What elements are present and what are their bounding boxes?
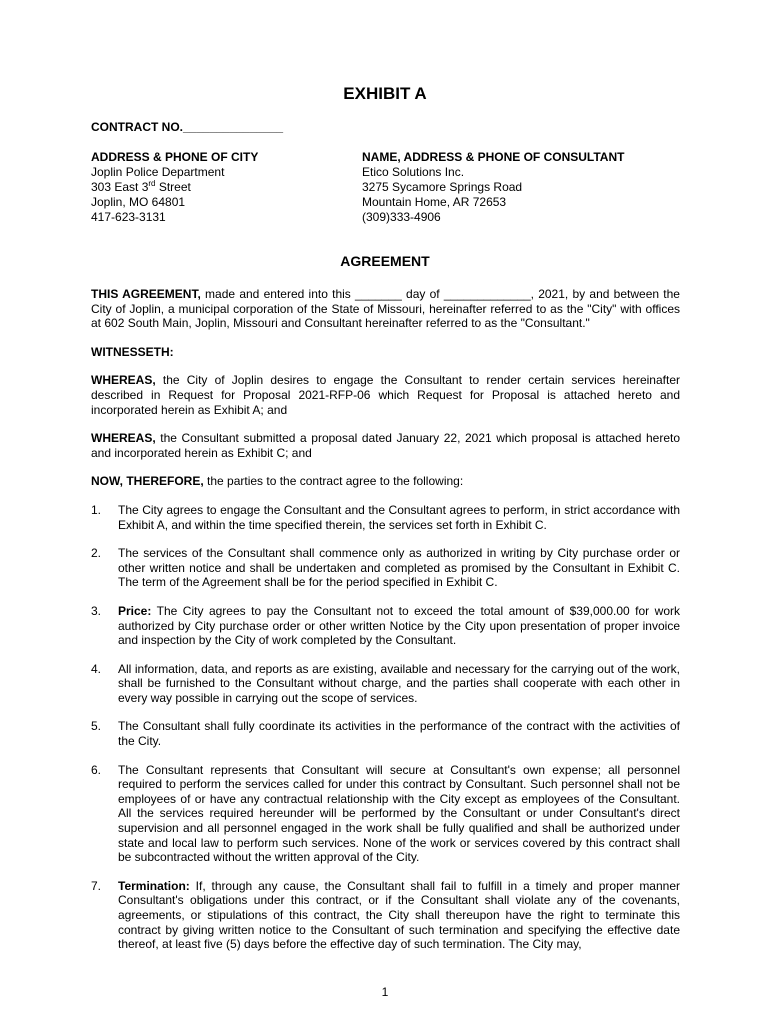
- city-heading: ADDRESS & PHONE OF CITY: [91, 150, 259, 164]
- consultant-name: Etico Solutions Inc.: [362, 165, 465, 179]
- page-number: 1: [381, 985, 389, 999]
- whereas-paragraph-2: [91, 431, 680, 460]
- whereas-paragraph-1: [91, 373, 680, 417]
- clause-list: [91, 503, 680, 952]
- whereas-text: the Consultant submitted a proposal dated January 22, 2021 which proposal is attached hereto and incorporated herein as Exhibit C; and: [91, 431, 680, 460]
- clause-number: 2.: [91, 546, 102, 561]
- whereas-text: the City of Joplin desires to engage the Consultant to render certain services hereinafter described in Request for Proposal 2021-RFP-06 which Request for Proposal is attached hereto and incorporated herein as Exhibit A; and: [91, 373, 680, 417]
- agreement-title: AGREEMENT: [340, 253, 430, 269]
- agreement-body: [91, 287, 680, 966]
- intro-text: made and entered into this _______ day of _____________, 2021, by and between the City of Joplin, a municipal corporation of the State of Missouri, hereinafter referred to as the "City" with offices at 602 South Main, Joplin, Missouri and Consultant hereinafter referred to as the "Consultant.": [91, 287, 680, 331]
- clause-number: 3.: [91, 603, 102, 618]
- now-therefore-paragraph: [91, 474, 680, 489]
- clause-item: [91, 546, 680, 590]
- now-therefore-lead: NOW, THEREFORE,: [91, 474, 204, 489]
- consultant-street: 3275 Sycamore Springs Road: [362, 180, 523, 194]
- clause-item: [91, 662, 680, 706]
- clause-item: [91, 503, 680, 532]
- clause-number: 1.: [91, 502, 102, 517]
- clause-item: [91, 604, 680, 648]
- now-therefore-text: the parties to the contract agree to the following:: [203, 474, 464, 489]
- city-address-block: [91, 150, 258, 225]
- clause-text: If, through any cause, the Consultant shall fail to fulfill in a timely and proper manner Consultant's obligations under this contract, or if the Consultant shall violate any of the covenants, agreements, or stipulations of this contract, the City shall thereupon have the right to terminate this contract by giving written notice to the Consultant of such termination and specifying the effective date thereof, at least five (5) days before the effective day of such termination. The City may,: [118, 878, 680, 952]
- clause-text: The City agrees to pay the Consultant not to exceed the total amount of $39,000.00 for work authorized by City purchase order or other written Notice by the City upon presentation of proper invoice and inspection by the City of work completed by the Consultant.: [118, 603, 680, 648]
- clause-item: [91, 879, 680, 952]
- clause-item: [91, 719, 680, 748]
- city-street-suffix: rd: [148, 179, 156, 188]
- clause-lead: Price:: [118, 603, 152, 618]
- witnesseth: WITNESSETH:: [91, 344, 174, 359]
- clause-number: 7.: [91, 878, 102, 893]
- clause-text: The Consultant represents that Consultant will secure at Consultant's own expense; all personnel required to perform the services called for under this contract by Consultant. Such personnel shall not be employees of or have any contractual relationship with the City except as employees of the Consultant. All the services required hereunder will be performed by the Consultant or under Consultant's direct supervision and all personnel engaged in the work shall be fully qualified and shall be authorized under state and local law to perform such services. None of the work or services covered by this contract shall be subcontracted without the written approval of the City.: [118, 762, 680, 865]
- city-citystate: Joplin, MO 64801: [91, 195, 186, 209]
- clause-item: [91, 763, 680, 865]
- city-name: Joplin Police Department: [91, 165, 225, 179]
- clause-text: All information, data, and reports as are existing, available and necessary for the carrying out of the work, shall be furnished to the Consultant without charge, and the parties shall cooperate with each other in every way possible in carrying out the scope of services.: [118, 661, 680, 705]
- whereas-lead: WHEREAS,: [91, 431, 156, 446]
- consultant-address-block: [362, 150, 624, 225]
- exhibit-title: EXHIBIT A: [343, 84, 427, 103]
- consultant-citystate: Mountain Home, AR 72653: [362, 195, 507, 209]
- clause-text: The services of the Consultant shall commence only as authorized in writing by City purchase order or other written notice and shall be undertaken and completed as promised by the Consultant in Exhibit C. The term of the Agreement shall be for the period specified in Exhibit C.: [118, 546, 680, 590]
- intro-lead: THIS AGREEMENT,: [91, 287, 201, 301]
- clause-number: 5.: [91, 719, 102, 734]
- city-street-number: 303 East 3: [91, 180, 149, 194]
- city-street: [91, 180, 258, 195]
- clause-text: The Consultant shall fully coordinate its activities in the performance of the contract with the activities of the City.: [118, 719, 680, 749]
- city-phone: 417-623-3131: [91, 210, 166, 224]
- clause-number: 4.: [91, 661, 102, 676]
- intro-paragraph: [91, 287, 680, 331]
- clause-number: 6.: [91, 762, 102, 777]
- consultant-heading: NAME, ADDRESS & PHONE OF CONSULTANT: [362, 150, 625, 164]
- whereas-lead: WHEREAS,: [91, 373, 156, 388]
- contract-number: CONTRACT NO._______________: [91, 120, 284, 134]
- clause-text: The City agrees to engage the Consultant and the Consultant agrees to perform, in strict accordance with Exhibit A, and within the time specified therein, the services set forth in Exhibit C.: [118, 502, 680, 532]
- consultant-phone: (309)333-4906: [362, 210, 441, 224]
- city-street-name: Street: [155, 180, 191, 194]
- clause-lead: Termination:: [118, 878, 190, 893]
